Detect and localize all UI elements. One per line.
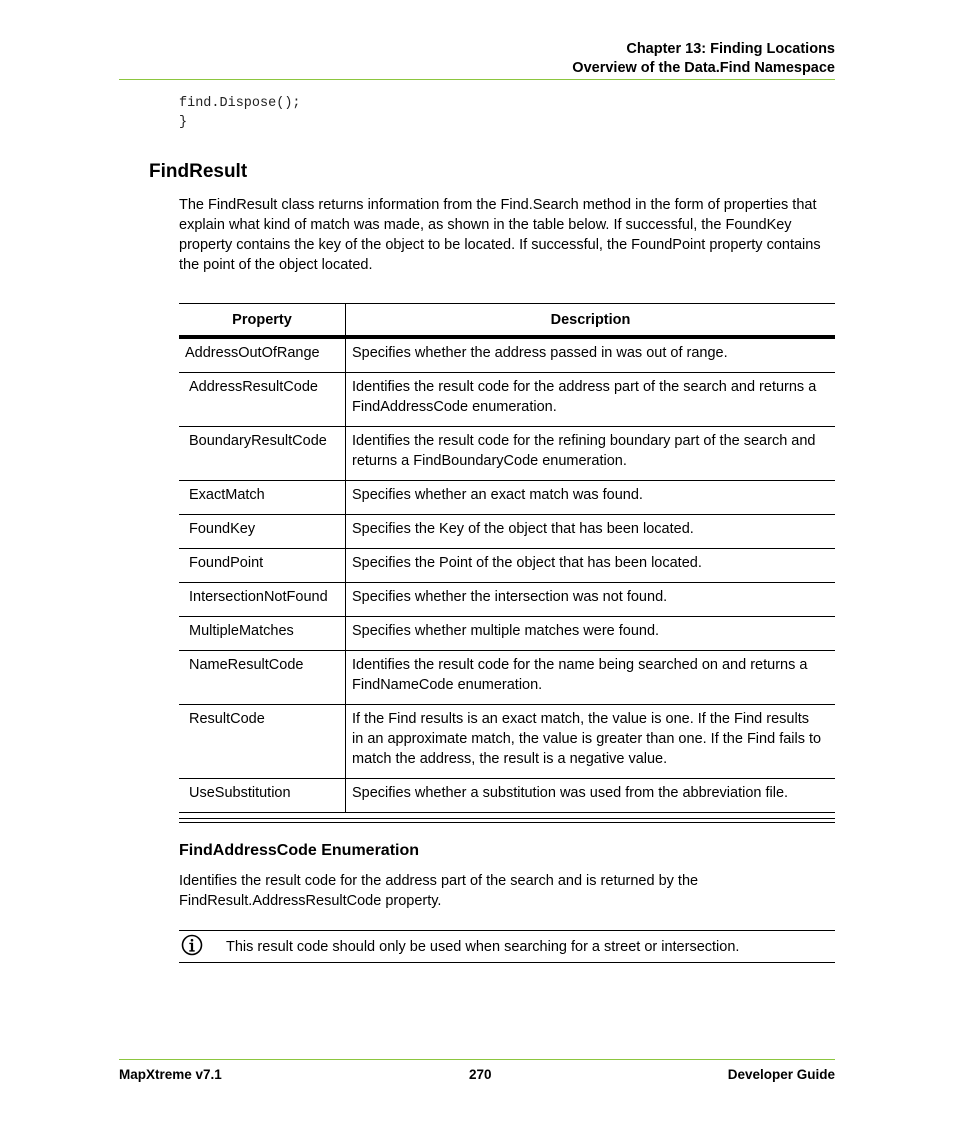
text-line: the point of the object located. bbox=[179, 257, 373, 273]
table-row bbox=[179, 481, 835, 515]
description-line: FindNameCode enumeration. bbox=[352, 677, 543, 693]
table-row bbox=[179, 549, 835, 583]
info-icon bbox=[181, 934, 203, 956]
property-cell: NameResultCode bbox=[179, 651, 346, 705]
description-cell bbox=[346, 515, 836, 549]
table-row bbox=[179, 705, 835, 779]
table-row bbox=[179, 583, 835, 617]
table-end-double-rule bbox=[179, 818, 835, 823]
table-header-row bbox=[179, 304, 835, 338]
table-row bbox=[179, 515, 835, 549]
table-row bbox=[179, 779, 835, 813]
properties-table bbox=[179, 303, 835, 813]
code-block bbox=[179, 94, 301, 132]
note-text: This result code should only be used when searching for a street or intersection. bbox=[226, 939, 740, 955]
description-line: Specifies whether an exact match was found. bbox=[352, 487, 643, 503]
description-line: Identifies the result code for the name being searched on and returns a bbox=[352, 657, 808, 673]
description-cell bbox=[346, 779, 836, 813]
text-line: property contains the key of the object to be located. If successful, the FoundPoint property contains bbox=[179, 237, 821, 253]
description-line: Specifies the Key of the object that has been located. bbox=[352, 521, 694, 537]
property-cell: BoundaryResultCode bbox=[179, 427, 346, 481]
property-cell: IntersectionNotFound bbox=[179, 583, 346, 617]
property-cell: AddressOutOfRange bbox=[179, 337, 346, 373]
text-line: explain what kind of match was made, as shown in the table below. If successful, the FoundKey bbox=[179, 217, 792, 233]
property-cell: AddressResultCode bbox=[179, 373, 346, 427]
findresult-heading: FindResult bbox=[149, 161, 248, 182]
findaddresscode-heading: FindAddressCode Enumeration bbox=[179, 842, 420, 859]
description-line: Specifies whether the address passed in was out of range. bbox=[352, 345, 728, 361]
code-line: find.Dispose(); bbox=[179, 96, 301, 111]
description-cell bbox=[346, 651, 836, 705]
property-cell: FoundPoint bbox=[179, 549, 346, 583]
description-cell bbox=[346, 427, 836, 481]
table-row bbox=[179, 651, 835, 705]
note-box bbox=[179, 930, 835, 963]
footer-rule bbox=[119, 1059, 835, 1060]
section-title: Overview of the Data.Find Namespace bbox=[572, 60, 835, 76]
description-line: Specifies whether the intersection was not found. bbox=[352, 589, 668, 605]
text-line: Identifies the result code for the address part of the search and is returned by the bbox=[179, 873, 699, 889]
table-row bbox=[179, 337, 835, 373]
description-line: Identifies the result code for the refining boundary part of the search and bbox=[352, 433, 816, 449]
property-cell: FoundKey bbox=[179, 515, 346, 549]
description-cell bbox=[346, 549, 836, 583]
text-line: FindResult.AddressResultCode property. bbox=[179, 893, 442, 909]
footer-guide: Developer Guide bbox=[727, 1067, 835, 1082]
description-line: Identifies the result code for the address part of the search and returns a bbox=[352, 379, 817, 395]
column-header-property: Property bbox=[179, 304, 346, 338]
running-header bbox=[572, 40, 835, 78]
description-line: FindAddressCode enumeration. bbox=[352, 399, 557, 415]
description-line: match the address, the result is a negative value. bbox=[352, 751, 668, 767]
description-line: If the Find results is an exact match, the value is one. If the Find results bbox=[352, 711, 809, 727]
table-row bbox=[179, 617, 835, 651]
findresult-intro bbox=[179, 195, 839, 275]
property-cell: ExactMatch bbox=[179, 481, 346, 515]
property-cell: ResultCode bbox=[179, 705, 346, 779]
description-cell bbox=[346, 705, 836, 779]
description-line: Specifies whether multiple matches were found. bbox=[352, 623, 660, 639]
table-row bbox=[179, 427, 835, 481]
code-line: } bbox=[179, 115, 188, 130]
footer-product: MapXtreme v7.1 bbox=[119, 1067, 222, 1082]
description-cell bbox=[346, 373, 836, 427]
table-row bbox=[179, 373, 835, 427]
property-cell: UseSubstitution bbox=[179, 779, 346, 813]
property-cell: MultipleMatches bbox=[179, 617, 346, 651]
description-line: Specifies whether a substitution was used from the abbreviation file. bbox=[352, 785, 789, 801]
column-header-description: Description bbox=[346, 304, 836, 338]
chapter-title: Chapter 13: Finding Locations bbox=[626, 41, 835, 57]
description-cell bbox=[346, 337, 836, 373]
description-cell bbox=[346, 583, 836, 617]
description-line: returns a FindBoundaryCode enumeration. bbox=[352, 453, 627, 469]
header-rule bbox=[119, 79, 835, 80]
description-line: in an approximate match, the value is greater than one. If the Find fails to bbox=[352, 731, 822, 747]
text-line: The FindResult class returns information from the Find.Search method in the form of properties that bbox=[179, 197, 817, 213]
description-line: Specifies the Point of the object that has been located. bbox=[352, 555, 702, 571]
footer-page-number: 270 bbox=[469, 1067, 492, 1082]
findaddresscode-intro bbox=[179, 871, 839, 911]
description-cell bbox=[346, 481, 836, 515]
description-cell bbox=[346, 617, 836, 651]
